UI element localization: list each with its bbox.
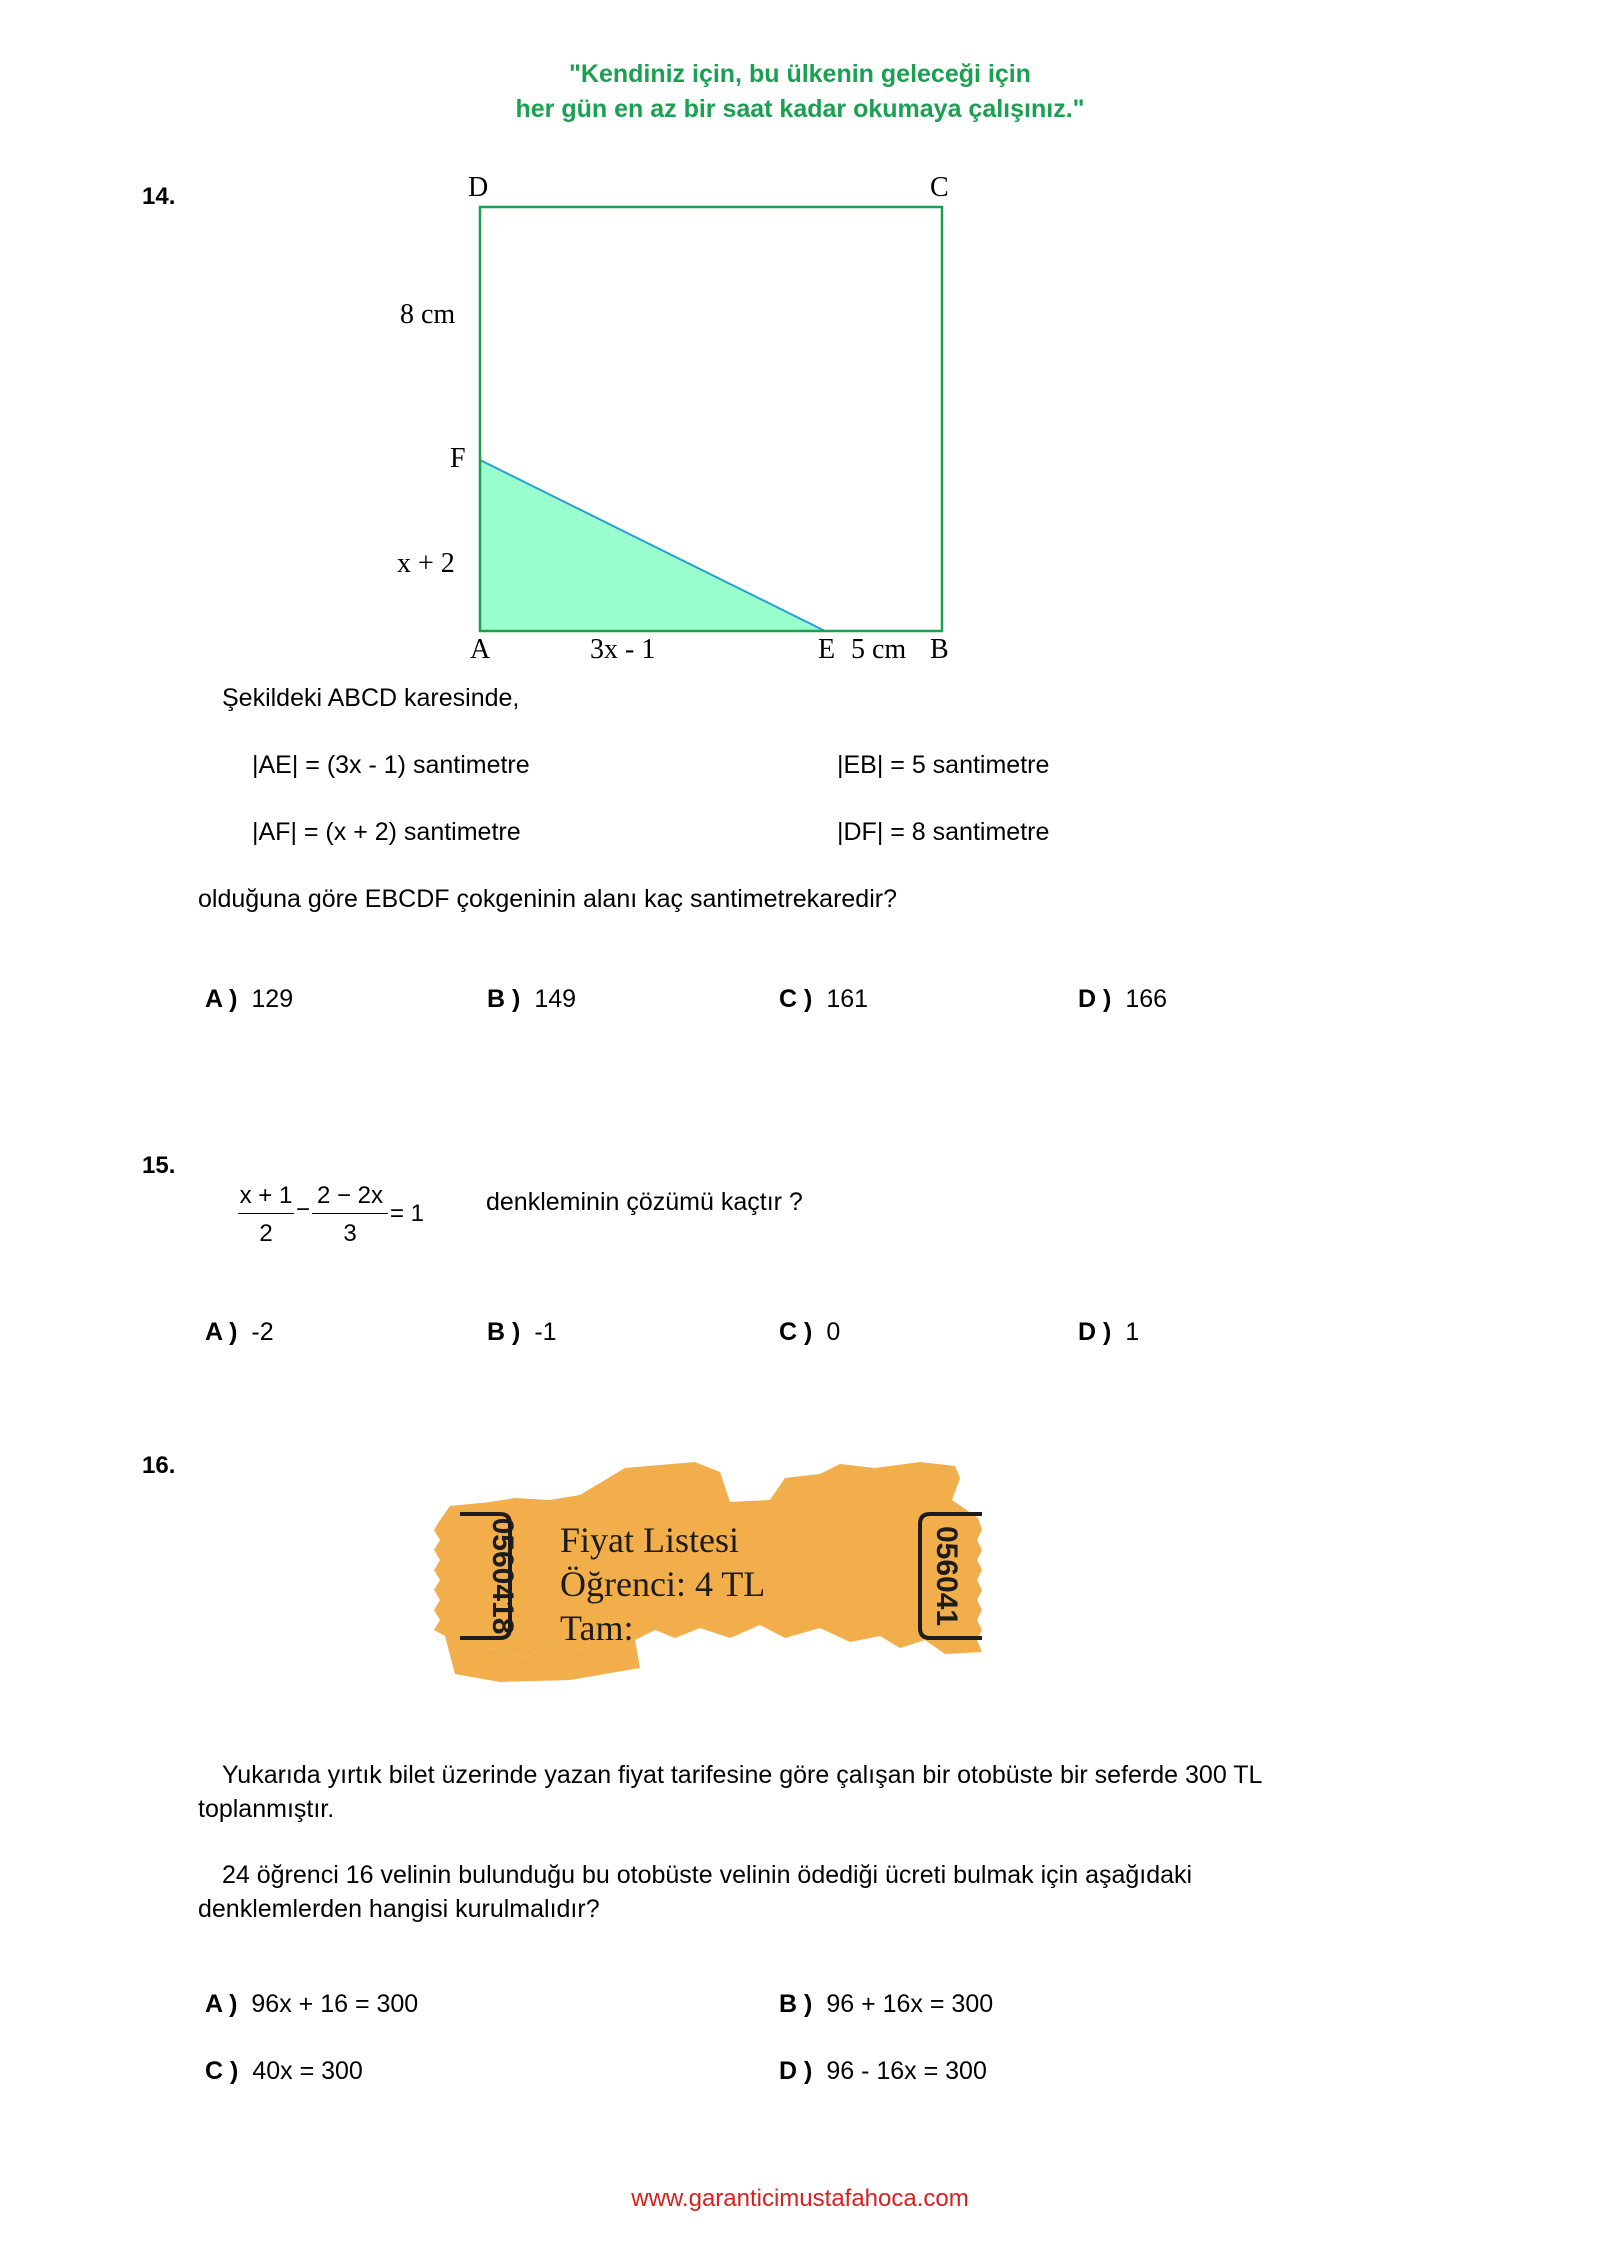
option-label: A ) xyxy=(205,1990,238,2018)
ticket-serial-left: 0560418 xyxy=(486,1517,519,1635)
ticket-line-3: Tam: xyxy=(560,1608,634,1648)
option-label: D ) xyxy=(1078,1318,1112,1346)
vertex-d-label: D xyxy=(468,172,489,203)
ticket-serial-right: 056041 xyxy=(930,1525,963,1627)
q16-paragraph2-line2: denklemlerden hangisi kurulmalıdır? xyxy=(198,1895,600,1923)
side-df-label: 8 cm xyxy=(400,299,456,330)
option-value: 96 - 16x = 300 xyxy=(826,2057,987,2085)
ticket-line-2: Öğrenci: 4 TL xyxy=(560,1564,766,1604)
q16-option-c[interactable] xyxy=(205,2057,363,2086)
fraction1-numerator: x + 1 xyxy=(239,1182,293,1209)
option-label: B ) xyxy=(487,1318,521,1346)
q15-option-b[interactable] xyxy=(487,1318,557,1347)
option-value: -1 xyxy=(534,1318,557,1346)
fraction1-bar xyxy=(238,1213,294,1214)
option-value: 96x + 16 = 300 xyxy=(251,1990,419,2018)
side-eb-label: 5 cm xyxy=(851,634,907,665)
q15-option-a[interactable] xyxy=(205,1318,274,1347)
question-15-text: denkleminin çözümü kaçtır ? xyxy=(486,1188,803,1216)
vertex-c-label: C xyxy=(930,172,949,203)
ticket-line-1: Fiyat Listesi xyxy=(560,1520,739,1560)
given-ae: |AE| = (3x - 1) santimetre xyxy=(252,751,530,779)
option-value: 0 xyxy=(826,1318,841,1346)
question-16-number: 16. xyxy=(142,1452,176,1479)
fraction2-bar xyxy=(312,1213,388,1214)
vertex-b-label: B xyxy=(930,634,949,665)
q14-option-c[interactable] xyxy=(779,985,868,1014)
option-value: 129 xyxy=(251,985,294,1013)
option-label: D ) xyxy=(779,2057,813,2085)
option-value: 161 xyxy=(826,985,869,1013)
footer-website-link[interactable]: www.garanticimustafahoca.com xyxy=(631,2185,969,2212)
option-label: C ) xyxy=(779,1318,813,1346)
minus-sign: − xyxy=(295,1196,310,1223)
square-figure xyxy=(0,0,1600,700)
given-df: |DF| = 8 santimetre xyxy=(837,818,1050,846)
vertex-a-label: A xyxy=(470,634,491,665)
fraction2-numerator: 2 − 2x xyxy=(316,1182,384,1209)
q16-paragraph2-line1: 24 öğrenci 16 velinin bulunduğu bu otobüste velinin ödediği ücreti bulmak için aşağıdaki xyxy=(222,1861,1193,1889)
option-label: C ) xyxy=(779,985,813,1013)
option-value: 1 xyxy=(1125,1318,1140,1346)
option-value: 149 xyxy=(534,985,577,1013)
torn-ticket-image xyxy=(430,1460,990,1720)
vertex-f-label: F xyxy=(450,443,466,474)
q15-option-d[interactable] xyxy=(1078,1318,1139,1347)
option-value: 40x = 300 xyxy=(252,2057,363,2085)
fraction1-denominator: 2 xyxy=(259,1220,273,1247)
option-value: 166 xyxy=(1125,985,1168,1013)
question-14-intro: Şekildeki ABCD karesinde, xyxy=(222,684,520,712)
option-label: C ) xyxy=(205,2057,239,2085)
q16-paragraph1-line1: Yukarıda yırtık bilet üzerinde yazan fiyat tarifesine göre çalışan bir otobüste bir seferde 300 TL xyxy=(222,1761,1263,1789)
given-af: |AF| = (x + 2) santimetre xyxy=(252,818,521,846)
header-quote-line1: "Kendiniz için, bu ülkenin geleceği için xyxy=(569,60,1031,88)
q15-option-c[interactable] xyxy=(779,1318,840,1347)
q16-option-a[interactable] xyxy=(205,1990,418,2019)
fraction2-denominator: 3 xyxy=(343,1220,357,1247)
vertex-e-label: E xyxy=(818,634,836,665)
q16-option-b[interactable] xyxy=(779,1990,993,2019)
option-label: A ) xyxy=(205,985,238,1013)
equation-rhs: = 1 xyxy=(390,1200,425,1227)
option-value: 96 + 16x = 300 xyxy=(826,1990,994,2018)
given-eb: |EB| = 5 santimetre xyxy=(837,751,1050,779)
question-15-number: 15. xyxy=(142,1152,176,1179)
question-14-number: 14. xyxy=(142,183,176,210)
q14-option-b[interactable] xyxy=(487,985,576,1014)
q14-option-d[interactable] xyxy=(1078,985,1167,1014)
header-quote-line2: her gün en az bir saat kadar okumaya çalışınız." xyxy=(515,95,1085,123)
q14-option-a[interactable] xyxy=(205,985,293,1014)
q16-option-d[interactable] xyxy=(779,2057,987,2086)
option-label: D ) xyxy=(1078,985,1112,1013)
option-value: -2 xyxy=(251,1318,274,1346)
side-ae-label: 3x - 1 xyxy=(590,634,656,665)
question-14-text: olduğuna göre EBCDF çokgeninin alanı kaç santimetrekaredir? xyxy=(198,885,897,913)
option-label: A ) xyxy=(205,1318,238,1346)
q16-paragraph1-line2: toplanmıştır. xyxy=(198,1795,335,1823)
option-label: B ) xyxy=(779,1990,813,2018)
side-af-label: x + 2 xyxy=(397,548,455,579)
option-label: B ) xyxy=(487,985,521,1013)
